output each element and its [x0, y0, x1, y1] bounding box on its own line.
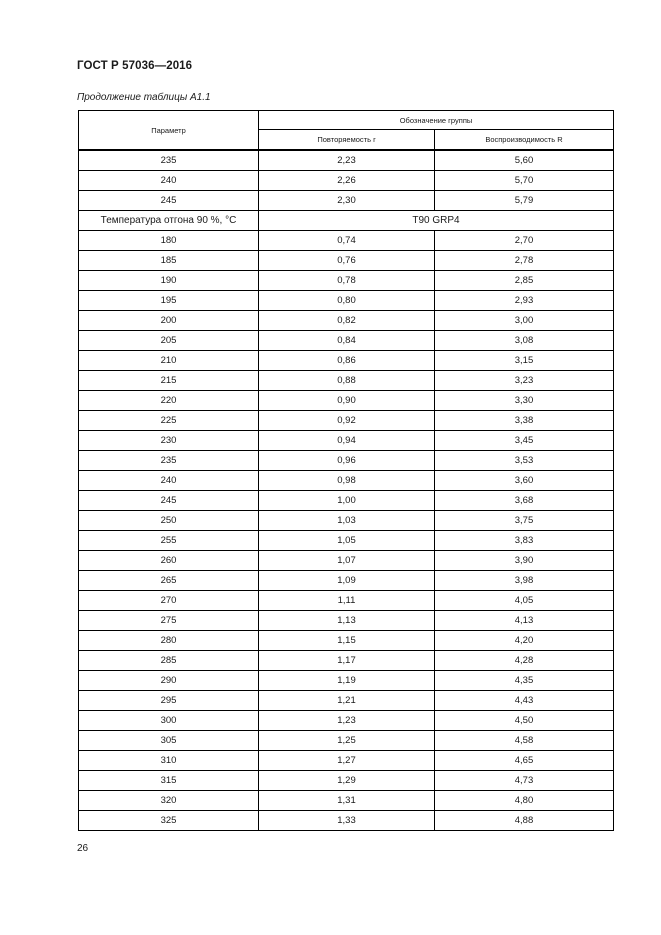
page-number: 26	[77, 843, 89, 854]
cell-reproducibility: 4,20	[435, 631, 614, 651]
table-row	[79, 811, 614, 831]
cell-parameter: 310	[79, 751, 259, 771]
column-header-reproducibility: Воспроизводимость R	[435, 130, 614, 151]
cell-reproducibility: 2,70	[435, 231, 614, 251]
cell-repeatability: 0,90	[259, 391, 435, 411]
cell-repeatability: 1,03	[259, 511, 435, 531]
cell-reproducibility: 3,60	[435, 471, 614, 491]
table-row	[79, 311, 614, 331]
cell-parameter: 235	[79, 451, 259, 471]
cell-repeatability: 0,88	[259, 371, 435, 391]
cell-parameter: 215	[79, 371, 259, 391]
cell-repeatability: 1,21	[259, 691, 435, 711]
cell-reproducibility: 3,08	[435, 331, 614, 351]
table-row	[79, 491, 614, 511]
cell-parameter: 250	[79, 511, 259, 531]
table-row	[79, 291, 614, 311]
cell-repeatability: 1,23	[259, 711, 435, 731]
cell-reproducibility: 3,30	[435, 391, 614, 411]
cell-repeatability: 0,86	[259, 351, 435, 371]
cell-reproducibility: 4,13	[435, 611, 614, 631]
cell-repeatability: 1,33	[259, 811, 435, 831]
cell-reproducibility: 3,23	[435, 371, 614, 391]
cell-reproducibility: 4,35	[435, 671, 614, 691]
table-body	[79, 150, 614, 831]
cell-reproducibility: 3,83	[435, 531, 614, 551]
column-header-repeatability: Повторяемость r	[259, 130, 435, 151]
cell-reproducibility: 3,75	[435, 511, 614, 531]
table-row	[79, 711, 614, 731]
cell-parameter: 205	[79, 331, 259, 351]
cell-repeatability: 1,07	[259, 551, 435, 571]
cell-repeatability: 0,94	[259, 431, 435, 451]
cell-reproducibility: 4,88	[435, 811, 614, 831]
section-parameter: Температура отгона 90 %, °С	[79, 211, 259, 231]
column-header-parameter: Параметр	[79, 111, 259, 151]
cell-parameter: 240	[79, 171, 259, 191]
cell-reproducibility: 4,28	[435, 651, 614, 671]
table-row	[79, 731, 614, 751]
cell-repeatability: 1,09	[259, 571, 435, 591]
cell-parameter: 305	[79, 731, 259, 751]
table-row	[79, 371, 614, 391]
cell-reproducibility: 2,93	[435, 291, 614, 311]
cell-reproducibility: 4,50	[435, 711, 614, 731]
data-table	[78, 110, 614, 831]
cell-repeatability: 1,13	[259, 611, 435, 631]
cell-repeatability: 1,00	[259, 491, 435, 511]
table-row	[79, 191, 614, 211]
table-header	[79, 111, 614, 151]
cell-parameter: 230	[79, 431, 259, 451]
cell-parameter: 295	[79, 691, 259, 711]
table-row	[79, 531, 614, 551]
cell-repeatability: 1,29	[259, 771, 435, 791]
cell-reproducibility: 3,45	[435, 431, 614, 451]
table-row	[79, 471, 614, 491]
cell-reproducibility: 3,15	[435, 351, 614, 371]
table-row	[79, 331, 614, 351]
table-row	[79, 631, 614, 651]
table-row	[79, 571, 614, 591]
cell-reproducibility: 5,60	[435, 150, 614, 171]
cell-reproducibility: 4,58	[435, 731, 614, 751]
cell-reproducibility: 3,00	[435, 311, 614, 331]
cell-repeatability: 1,11	[259, 591, 435, 611]
cell-repeatability: 0,82	[259, 311, 435, 331]
cell-parameter: 280	[79, 631, 259, 651]
section-row	[79, 211, 614, 231]
table-row	[79, 651, 614, 671]
cell-repeatability: 2,30	[259, 191, 435, 211]
cell-repeatability: 1,19	[259, 671, 435, 691]
cell-parameter: 300	[79, 711, 259, 731]
cell-repeatability: 1,27	[259, 751, 435, 771]
table-row	[79, 611, 614, 631]
cell-repeatability: 0,78	[259, 271, 435, 291]
cell-reproducibility: 4,05	[435, 591, 614, 611]
cell-parameter: 245	[79, 491, 259, 511]
cell-parameter: 260	[79, 551, 259, 571]
cell-parameter: 220	[79, 391, 259, 411]
cell-reproducibility: 2,85	[435, 271, 614, 291]
table-row	[79, 150, 614, 171]
cell-repeatability: 0,74	[259, 231, 435, 251]
cell-parameter: 270	[79, 591, 259, 611]
cell-parameter: 275	[79, 611, 259, 631]
table-row	[79, 771, 614, 791]
table-row	[79, 671, 614, 691]
table-row	[79, 591, 614, 611]
cell-parameter: 235	[79, 150, 259, 171]
cell-repeatability: 2,23	[259, 150, 435, 171]
cell-reproducibility: 3,90	[435, 551, 614, 571]
table-row	[79, 251, 614, 271]
cell-reproducibility: 4,73	[435, 771, 614, 791]
table-caption: Продолжение таблицы А1.1	[77, 92, 211, 103]
cell-repeatability: 0,84	[259, 331, 435, 351]
table-row	[79, 551, 614, 571]
cell-parameter: 325	[79, 811, 259, 831]
cell-repeatability: 2,26	[259, 171, 435, 191]
table-row	[79, 391, 614, 411]
cell-reproducibility: 3,53	[435, 451, 614, 471]
cell-parameter: 210	[79, 351, 259, 371]
cell-repeatability: 1,31	[259, 791, 435, 811]
cell-repeatability: 0,92	[259, 411, 435, 431]
cell-reproducibility: 3,98	[435, 571, 614, 591]
cell-reproducibility: 4,43	[435, 691, 614, 711]
cell-parameter: 185	[79, 251, 259, 271]
table-row	[79, 511, 614, 531]
cell-repeatability: 0,98	[259, 471, 435, 491]
cell-parameter: 200	[79, 311, 259, 331]
cell-repeatability: 0,96	[259, 451, 435, 471]
cell-reproducibility: 5,79	[435, 191, 614, 211]
table-row	[79, 791, 614, 811]
cell-parameter: 285	[79, 651, 259, 671]
cell-parameter: 240	[79, 471, 259, 491]
cell-parameter: 190	[79, 271, 259, 291]
table-row	[79, 231, 614, 251]
table-row	[79, 451, 614, 471]
cell-parameter: 315	[79, 771, 259, 791]
cell-parameter: 180	[79, 231, 259, 251]
cell-parameter: 225	[79, 411, 259, 431]
table-row	[79, 411, 614, 431]
cell-parameter: 265	[79, 571, 259, 591]
cell-repeatability: 1,17	[259, 651, 435, 671]
cell-repeatability: 0,76	[259, 251, 435, 271]
cell-reproducibility: 3,68	[435, 491, 614, 511]
cell-parameter: 195	[79, 291, 259, 311]
cell-parameter: 245	[79, 191, 259, 211]
cell-reproducibility: 4,65	[435, 751, 614, 771]
table-row	[79, 171, 614, 191]
cell-parameter: 255	[79, 531, 259, 551]
table-row	[79, 431, 614, 451]
document-code: ГОСТ Р 57036—2016	[77, 60, 193, 72]
cell-repeatability: 1,15	[259, 631, 435, 651]
cell-reproducibility: 2,78	[435, 251, 614, 271]
table-row	[79, 751, 614, 771]
cell-reproducibility: 4,80	[435, 791, 614, 811]
cell-parameter: 290	[79, 671, 259, 691]
table-row	[79, 271, 614, 291]
cell-repeatability: 1,05	[259, 531, 435, 551]
table-row	[79, 691, 614, 711]
column-header-group: Обозначение группы	[259, 111, 614, 130]
cell-repeatability: 0,80	[259, 291, 435, 311]
cell-reproducibility: 3,38	[435, 411, 614, 431]
cell-repeatability: 1,25	[259, 731, 435, 751]
cell-reproducibility: 5,70	[435, 171, 614, 191]
section-group-code: Т90 GRP4	[259, 211, 614, 231]
table-row	[79, 351, 614, 371]
cell-parameter: 320	[79, 791, 259, 811]
